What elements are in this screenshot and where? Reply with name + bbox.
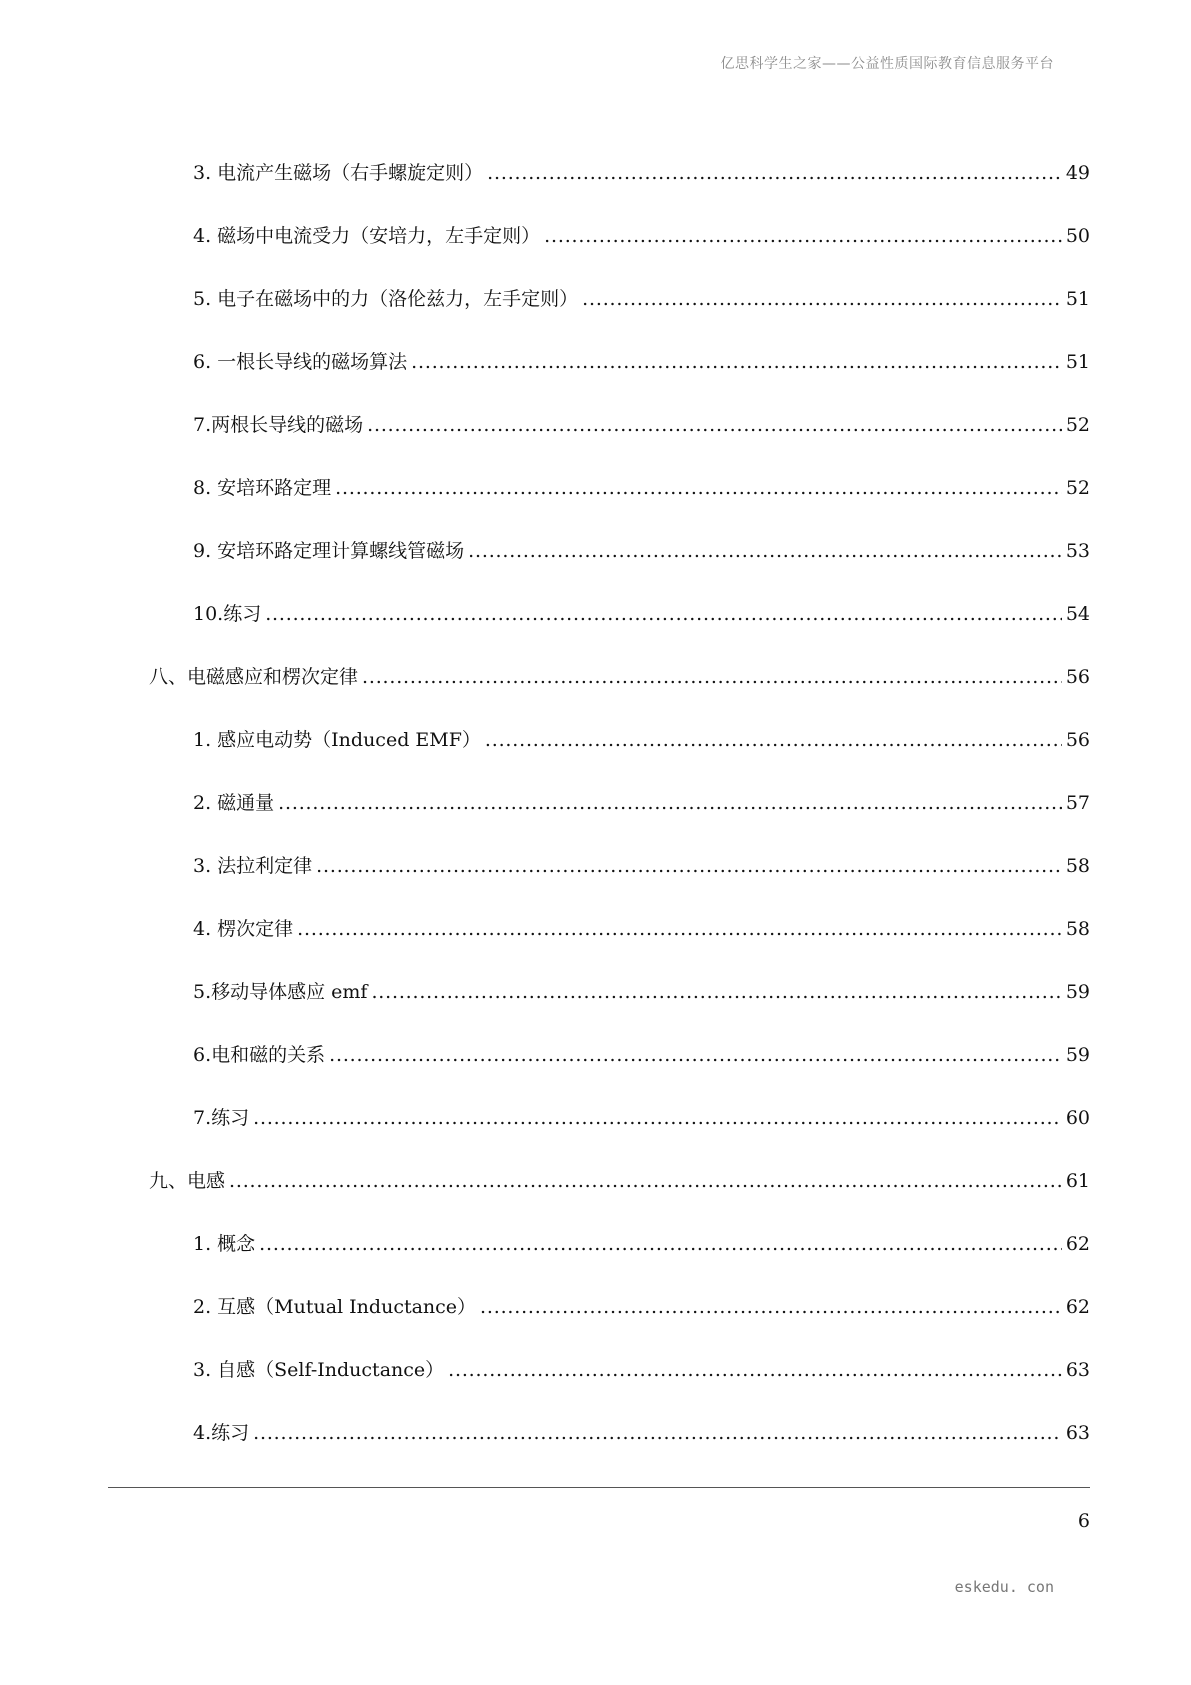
- toc-dot-leader: [582, 284, 1062, 314]
- toc-entry-page: 50: [1065, 225, 1090, 247]
- toc-entry-title: 6. 一根长导线的磁场算法: [193, 351, 408, 373]
- toc-dot-leader: [468, 536, 1062, 566]
- page-number: 6: [1077, 1510, 1090, 1532]
- toc-entry-page: 62: [1065, 1296, 1090, 1318]
- toc-section-entry[interactable]: [193, 788, 1090, 818]
- toc-section-entry[interactable]: [193, 1040, 1090, 1070]
- toc-entry-title: 5.移动导体感应 emf: [193, 981, 368, 1003]
- toc-entry-page: 59: [1065, 981, 1090, 1003]
- toc-dot-leader: [259, 1229, 1062, 1259]
- toc-section-entry[interactable]: [193, 221, 1090, 251]
- toc-entry-title: 八、电磁感应和楞次定律: [149, 666, 359, 688]
- toc-chapter-entry[interactable]: [149, 1166, 1090, 1196]
- toc-entry-title: 4.练习: [193, 1422, 250, 1444]
- toc-entry-page: 60: [1065, 1107, 1090, 1129]
- toc-section-entry[interactable]: [193, 1355, 1090, 1385]
- toc-section-entry[interactable]: [193, 725, 1090, 755]
- toc-dot-leader: [253, 1103, 1062, 1133]
- toc-entry-title: 9. 安培环路定理计算螺线管磁场: [193, 540, 465, 562]
- toc-dot-leader: [448, 1355, 1062, 1385]
- toc-dot-leader: [265, 599, 1062, 629]
- toc-section-entry[interactable]: [193, 158, 1090, 188]
- toc-dot-leader: [329, 1040, 1062, 1070]
- page-header: 亿思科学生之家——公益性质国际教育信息服务平台: [720, 56, 1054, 72]
- toc-entry-page: 54: [1065, 603, 1090, 625]
- toc-section-entry[interactable]: [193, 1229, 1090, 1259]
- toc-entry-title: 2. 互感（Mutual Inductance）: [193, 1296, 477, 1318]
- footer-divider: [108, 1487, 1090, 1488]
- toc-dot-leader: [367, 410, 1062, 440]
- toc-section-entry[interactable]: [193, 284, 1090, 314]
- toc-entry-page: 53: [1065, 540, 1090, 562]
- toc-dot-leader: [487, 158, 1062, 188]
- toc-entry-title: 1. 概念: [193, 1233, 256, 1255]
- toc-entry-page: 51: [1065, 288, 1090, 310]
- toc-dot-leader: [278, 788, 1062, 818]
- toc-entry-page: 63: [1065, 1422, 1090, 1444]
- toc-entry-page: 58: [1065, 918, 1090, 940]
- toc-section-entry[interactable]: [193, 914, 1090, 944]
- toc-entry-title: 5. 电子在磁场中的力（洛伦兹力，左手定则）: [193, 288, 579, 310]
- toc-dot-leader: [362, 662, 1062, 692]
- toc-section-entry[interactable]: [193, 1103, 1090, 1133]
- toc-dot-leader: [371, 977, 1061, 1007]
- toc-entry-page: 62: [1065, 1233, 1090, 1255]
- toc-section-entry[interactable]: [193, 347, 1090, 377]
- toc-entry-page: 57: [1065, 792, 1090, 814]
- toc-section-entry[interactable]: [193, 1292, 1090, 1322]
- toc-dot-leader: [297, 914, 1062, 944]
- toc-entry-title: 8. 安培环路定理: [193, 477, 332, 499]
- watermark-text: eskedu. con: [954, 1578, 1054, 1596]
- toc-section-entry[interactable]: [193, 536, 1090, 566]
- toc-entry-title: 7.练习: [193, 1107, 250, 1129]
- toc-entry-title: 6.电和磁的关系: [193, 1044, 326, 1066]
- toc-section-entry[interactable]: [193, 977, 1090, 1007]
- toc-chapter-entry[interactable]: [149, 662, 1090, 692]
- toc-dot-leader: [485, 725, 1062, 755]
- toc-entry-title: 3. 法拉利定律: [193, 855, 313, 877]
- toc-section-entry[interactable]: [193, 599, 1090, 629]
- toc-dot-leader: [229, 1166, 1062, 1196]
- toc-entry-title: 10.练习: [193, 603, 262, 625]
- toc-entry-title: 4. 楞次定律: [193, 918, 294, 940]
- toc-entry-page: 52: [1065, 477, 1090, 499]
- toc-dot-leader: [316, 851, 1062, 881]
- toc-section-entry[interactable]: [193, 1418, 1090, 1448]
- toc-entry-page: 56: [1065, 729, 1090, 751]
- toc-entry-title: 1. 感应电动势（Induced EMF）: [193, 729, 481, 751]
- toc-dot-leader: [411, 347, 1062, 377]
- toc-entry-page: 59: [1065, 1044, 1090, 1066]
- toc-dot-leader: [544, 221, 1062, 251]
- toc-entry-title: 九、电感: [149, 1170, 226, 1192]
- toc-section-entry[interactable]: [193, 851, 1090, 881]
- toc-entry-page: 52: [1065, 414, 1090, 436]
- toc-entry-title: 3. 电流产生磁场（右手螺旋定则）: [193, 162, 484, 184]
- toc-entry-page: 56: [1065, 666, 1090, 688]
- toc-entry-page: 63: [1065, 1359, 1090, 1381]
- toc-entry-title: 2. 磁通量: [193, 792, 275, 814]
- toc-dot-leader: [480, 1292, 1062, 1322]
- toc-entry-title: 3. 自感（Self-Inductance）: [193, 1359, 445, 1381]
- toc-section-entry[interactable]: [193, 410, 1090, 440]
- toc-entry-page: 51: [1065, 351, 1090, 373]
- toc-section-entry[interactable]: [193, 473, 1090, 503]
- toc-dot-leader: [335, 473, 1062, 503]
- toc-entry-page: 49: [1065, 162, 1090, 184]
- toc-dot-leader: [253, 1418, 1062, 1448]
- toc-entry-title: 4. 磁场中电流受力（安培力，左手定则）: [193, 225, 541, 247]
- toc-entry-page: 61: [1065, 1170, 1090, 1192]
- toc-entry-title: 7.两根长导线的磁场: [193, 414, 364, 436]
- toc-entry-page: 58: [1065, 855, 1090, 877]
